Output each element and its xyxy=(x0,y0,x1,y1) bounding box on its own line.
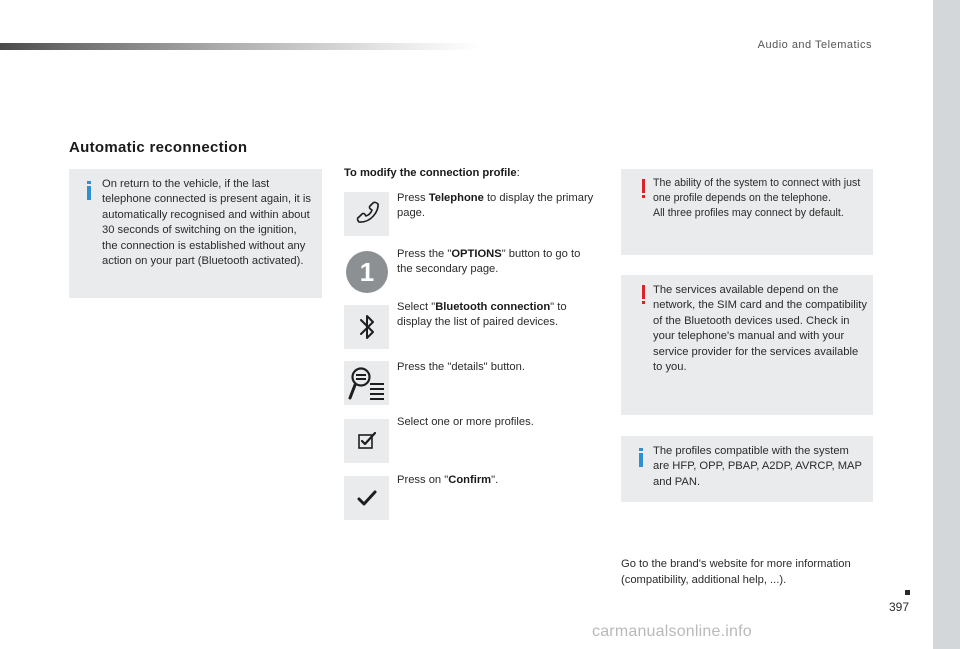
warning-services-text: The services available depend on the network, the SIM card and the compatibility of the Bluetooth devices used. Check in your telephone's manual and with your service provider for the services available to you. xyxy=(653,284,867,374)
info-note-text: On return to the vehicle, if the last telephone connected is present again, it is automatically recognised and within about 30 seconds of switching on the ignition, the connection is established without any action on your part (Bluetooth activated). xyxy=(102,178,311,268)
step-details-text: Press the "details" button. xyxy=(397,361,525,373)
page-number: 397 xyxy=(889,600,910,614)
checkbox-icon xyxy=(344,419,389,463)
info-note-profiles xyxy=(621,436,873,502)
warning-note-services xyxy=(621,275,873,415)
step-confirm-text: Press on "Confirm". xyxy=(397,474,499,486)
step-telephone-text: Press Telephone to display the primary page. xyxy=(397,192,594,220)
steps-subheading: To modify the connection profile: xyxy=(344,167,520,179)
telephone-icon xyxy=(344,192,389,236)
step-number-badge: 1 xyxy=(346,251,388,293)
page-edge-strip xyxy=(933,0,960,649)
step-options-text: Press the "OPTIONS" button to go to the secondary page. xyxy=(397,248,581,276)
section-title: Automatic reconnection xyxy=(69,139,248,156)
step-profiles-text: Select one or more profiles. xyxy=(397,416,534,428)
bluetooth-icon xyxy=(344,305,389,349)
details-icon xyxy=(344,361,389,405)
warning-note-text-1: The ability of the system to connect with just one profile depends on the telephone. xyxy=(653,177,861,205)
warning-note-profile xyxy=(621,169,873,255)
step-bluetooth-text: Select "Bluetooth connection" to display the list of paired devices. xyxy=(397,301,567,329)
info-note-reconnection xyxy=(69,169,322,298)
warning-note-text-2: All three profiles may connect by default. xyxy=(653,207,844,220)
header-gradient-bar xyxy=(0,43,480,50)
website-note: Go to the brand's website for more information (compatibility, additional help, ...). xyxy=(621,558,851,586)
chapter-title: Audio and Telematics xyxy=(757,39,872,51)
warning-icon xyxy=(636,283,650,305)
info-icon xyxy=(84,177,98,199)
info-profiles-text: The profiles compatible with the system are HFP, OPP, PBAP, A2DP, AVRCP, MAP and PAN. xyxy=(653,445,862,488)
watermark: carmanualsonline.info xyxy=(592,623,752,640)
page-marker xyxy=(905,590,910,595)
info-icon xyxy=(636,444,650,466)
confirm-check-icon xyxy=(344,476,389,520)
warning-icon xyxy=(636,177,650,199)
